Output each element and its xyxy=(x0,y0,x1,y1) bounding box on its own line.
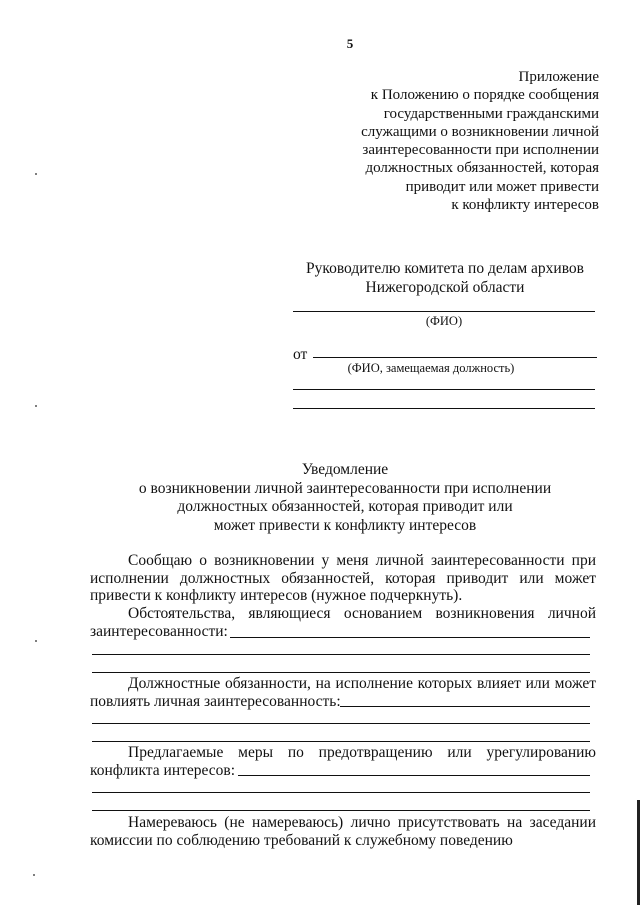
from-field-line-2[interactable] xyxy=(293,389,595,390)
appendix-line: к конфликту интересов xyxy=(451,197,599,214)
appendix-line: к Положению о порядке сообщения xyxy=(370,87,599,104)
circumstances-label: Обстоятельства, являющиеся основанием возникновения личной заинтересованности: xyxy=(90,605,596,640)
paragraph-circumstances xyxy=(90,605,596,640)
from-field-line-3[interactable] xyxy=(293,408,595,409)
circumstances-line-2[interactable] xyxy=(92,654,590,655)
measures-label: Предлагаемые меры по предотвращению или урегулированию конфликта интересов: xyxy=(90,744,596,779)
from-field-line[interactable] xyxy=(313,357,597,358)
addressee-line: Руководителю комитета по делам архивов xyxy=(305,260,585,277)
circumstances-line-3[interactable] xyxy=(92,672,590,673)
paragraph-duties xyxy=(90,675,596,710)
paragraph-attendance: Намереваюсь (не намереваюсь) лично присутствовать на заседании комиссии по соблюдению требований к служебному поведению xyxy=(90,814,596,849)
appendix-header xyxy=(299,68,599,214)
notice-title-block xyxy=(110,461,580,535)
appendix-line: служащими о возникновении личной xyxy=(361,123,599,140)
appendix-line: приводит или может привести xyxy=(405,178,599,195)
scan-speck xyxy=(33,874,35,876)
paragraph-measures xyxy=(90,744,596,779)
notice-subtitle-line: может привести к конфликту интересов xyxy=(213,516,477,534)
addressee-block xyxy=(290,259,600,297)
notice-subtitle-line: о возникновении личной заинтересованности при исполнении xyxy=(138,479,552,497)
appendix-line: заинтересованности при исполнении xyxy=(362,142,599,159)
duties-line-2[interactable] xyxy=(92,723,590,724)
from-label: от xyxy=(293,346,308,363)
measures-line-1[interactable] xyxy=(238,775,590,776)
paragraph-intro: Сообщаю о возникновении у меня личной заинтересованности при исполнении должностных обязанностей, которая приводит или может привести к конфликту интересов (нужное подчеркнуть). xyxy=(90,552,596,604)
from-caption: (ФИО, замещаемая должность) xyxy=(347,361,515,375)
appendix-line: государственными гражданскими xyxy=(383,105,599,122)
scan-speck xyxy=(35,640,37,642)
appendix-line: Приложение xyxy=(518,69,599,85)
measures-line-2[interactable] xyxy=(92,792,590,793)
addressee-line: Нижегородской области xyxy=(365,279,525,296)
circumstances-line-1[interactable] xyxy=(230,637,590,638)
scan-speck xyxy=(35,405,37,407)
notice-title: Уведомление xyxy=(301,461,389,478)
fio-caption: (ФИО) xyxy=(425,314,463,328)
fio-field-line[interactable] xyxy=(293,311,595,312)
notice-subtitle-line: должностных обязанностей, которая приводит или xyxy=(177,498,513,515)
duties-line-3[interactable] xyxy=(92,741,590,742)
duties-label: Должностные обязанности, на исполнение которых влияет или может повлиять личная заинтересованность: xyxy=(90,675,596,710)
measures-line-3[interactable] xyxy=(92,810,590,811)
scan-speck xyxy=(35,173,37,175)
appendix-line: должностных обязанностей, которая xyxy=(365,160,599,177)
duties-line-1[interactable] xyxy=(340,706,590,707)
page-number: 5 xyxy=(346,36,354,51)
